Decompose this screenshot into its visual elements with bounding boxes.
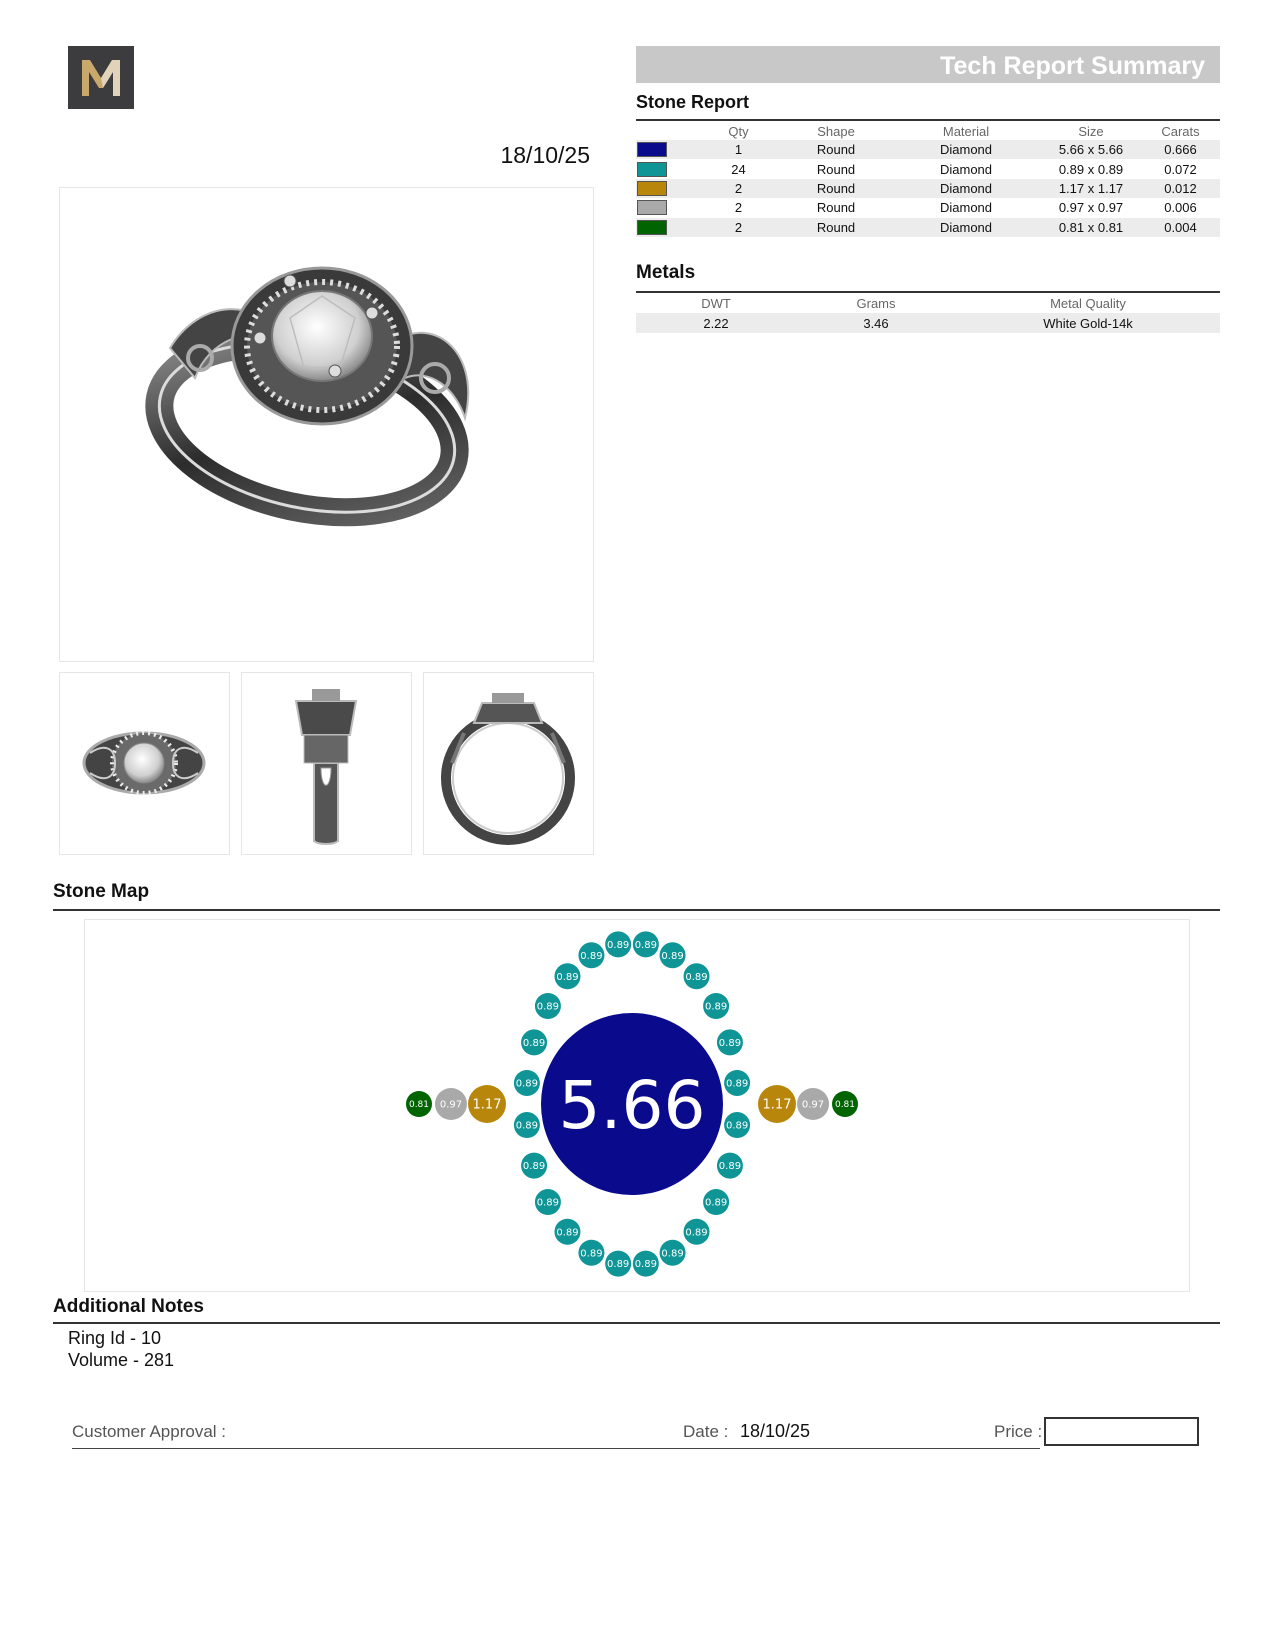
table-row [636,218,1220,237]
side-stone [797,1088,829,1120]
table-row [636,140,1220,159]
side-stone [758,1085,796,1123]
stone-report-heading: Stone Report [636,92,750,112]
halo-stone-label: 0.89 [515,1078,539,1090]
halo-stone [514,1070,540,1096]
stone-carats: 0.072 [1141,159,1220,178]
stone-report-divider [636,119,1220,121]
side-stone [435,1088,467,1120]
column-header-carats: Carats [1161,123,1200,139]
halo-stone [521,1153,547,1179]
halo-stone [703,1189,729,1215]
halo-stone [554,1219,580,1245]
halo-stone-label: 0.89 [580,950,603,962]
stone-color-swatch [637,220,667,235]
halo-stone [724,1070,750,1096]
stone-size: 0.97 x 0.97 [1041,198,1141,217]
ring-side-view [241,672,412,855]
halo-stone-label: 0.89 [725,1078,749,1090]
column-header-dwt: DWT [701,295,731,311]
ring-side-view-image [242,673,411,854]
column-header-size: Size [1078,123,1104,139]
stone-size: 5.66 x 5.66 [1041,140,1141,159]
halo-stone [514,1112,540,1138]
table-row [636,159,1220,178]
metals-table [636,293,1220,333]
logo-m-mark [68,46,134,109]
stone-color-swatch [637,142,667,157]
halo-stone [633,931,659,957]
halo-stone [660,1240,686,1266]
halo-stone-label: 0.89 [522,1037,546,1049]
halo-stone-label: 0.89 [718,1161,742,1173]
stone-shape: Round [781,159,891,178]
stone-color-swatch [637,181,667,196]
stone-carats: 0.006 [1141,198,1220,217]
halo-stone-label: 0.89 [685,1227,708,1239]
stone-map-panel [84,919,1190,1292]
note-line: Volume - 281 [68,1350,175,1370]
price-field[interactable] [1044,1417,1199,1446]
side-stone-label: 0.97 [439,1099,463,1111]
halo-stone [717,1029,743,1055]
stone-material: Diamond [891,159,1041,178]
halo-stone [521,1029,547,1055]
halo-stone-label: 0.89 [580,1248,603,1260]
column-header-shape: Shape [817,123,855,139]
ring-main-render [59,187,594,662]
stone-shape: Round [781,218,891,237]
halo-stone-label: 0.89 [704,1197,728,1209]
center-stone [541,1013,723,1195]
halo-stone [554,963,580,989]
table-row [636,179,1220,198]
price-label: Price : [994,1422,1043,1441]
stone-map-diagram [85,920,1189,1291]
stone-material: Diamond [891,140,1041,159]
halo-stone [724,1112,750,1138]
ring-top-view-image [60,673,229,854]
approval-signature-line[interactable] [72,1448,1040,1449]
halo-stone-label: 0.89 [536,1197,560,1209]
stone-map-divider [53,909,1220,911]
halo-stone-label: 0.89 [685,971,708,983]
metals-heading: Metals [636,262,696,283]
ring-top-view [59,672,230,855]
halo-stone-label: 0.89 [725,1120,749,1132]
company-logo [68,46,134,109]
stone-color-swatch [637,162,667,177]
stone-size: 0.81 x 0.81 [1041,218,1141,237]
halo-stone [578,1240,604,1266]
ring-front-view [423,672,594,855]
metal-grams: 3.46 [796,313,956,333]
stone-map-heading: Stone Map [53,881,150,902]
stone-size: 1.17 x 1.17 [1041,179,1141,198]
halo-stone-label: 0.89 [634,939,657,951]
additional-notes-body [68,1327,174,1371]
approval-date-label: Date : [683,1422,729,1441]
metals-header-row [636,293,1220,313]
halo-stone-label: 0.89 [556,971,579,983]
stone-carats: 0.666 [1141,140,1220,159]
halo-stone-label: 0.89 [607,1259,630,1271]
stone-color-swatch [637,200,667,215]
halo-stone-label: 0.89 [607,939,630,951]
halo-stone [684,963,710,989]
ring-front-view-image [424,673,593,854]
metal-dwt: 2.22 [636,313,796,333]
halo-stone-label: 0.89 [522,1161,546,1173]
halo-stone-label: 0.89 [704,1001,728,1013]
additional-notes-heading: Additional Notes [53,1296,204,1317]
column-header-grams: Grams [856,295,896,311]
side-stone-label: 1.17 [762,1097,792,1113]
halo-stone [717,1153,743,1179]
table-row [636,313,1220,333]
halo-stone [605,931,631,957]
side-stone-label: 1.17 [472,1097,502,1113]
side-stone-label: 0.97 [801,1099,825,1111]
stone-qty: 2 [696,179,781,198]
halo-stone-label: 0.89 [634,1259,657,1271]
stone-qty: 24 [696,159,781,178]
stone-report-table [636,122,1220,237]
report-title: Tech Report Summary [636,46,1220,83]
halo-stone-label: 0.89 [556,1227,579,1239]
stone-carats: 0.004 [1141,218,1220,237]
stone-carats: 0.012 [1141,179,1220,198]
column-header-metal-quality: Metal Quality [1050,295,1126,311]
halo-stone [633,1251,659,1277]
stone-shape: Round [781,198,891,217]
halo-stone-label: 0.89 [661,950,684,962]
stone-shape: Round [781,179,891,198]
metal-quality: White Gold-14k [956,313,1220,333]
swatch-column-header [636,122,696,140]
halo-stone-label: 0.89 [536,1001,560,1013]
halo-stone [703,993,729,1019]
column-header-qty: Qty [728,123,749,139]
halo-stone [660,942,686,968]
halo-stone [578,942,604,968]
stone-qty: 2 [696,218,781,237]
halo-stone-label: 0.89 [661,1248,684,1260]
stone-material: Diamond [891,179,1041,198]
side-stone-label: 0.81 [408,1100,430,1111]
halo-stone-label: 0.89 [718,1037,742,1049]
stone-material: Diamond [891,198,1041,217]
center-stone-label: 5.66 [558,1066,706,1144]
stone-shape: Round [781,140,891,159]
stone-report-header-row [636,122,1220,140]
stone-material: Diamond [891,218,1041,237]
side-stone [468,1085,506,1123]
side-stone [406,1091,432,1117]
stone-size: 0.89 x 0.89 [1041,159,1141,178]
side-stone-label: 0.81 [834,1100,856,1111]
stone-qty: 2 [696,198,781,217]
halo-stone [605,1251,631,1277]
report-date: 18/10/25 [500,142,590,168]
halo-stone [535,993,561,1019]
customer-approval-label: Customer Approval : [72,1422,227,1441]
column-header-material: Material [942,123,990,139]
approval-date-value: 18/10/25 [740,1421,811,1441]
ring-perspective-image [60,188,593,661]
side-stone [832,1091,858,1117]
note-line: Ring Id - 10 [68,1328,162,1348]
table-row [636,198,1220,217]
stone-qty: 1 [696,140,781,159]
halo-stone-label: 0.89 [515,1120,539,1132]
halo-stone [684,1219,710,1245]
halo-stone [535,1189,561,1215]
additional-notes-divider [53,1322,1220,1324]
